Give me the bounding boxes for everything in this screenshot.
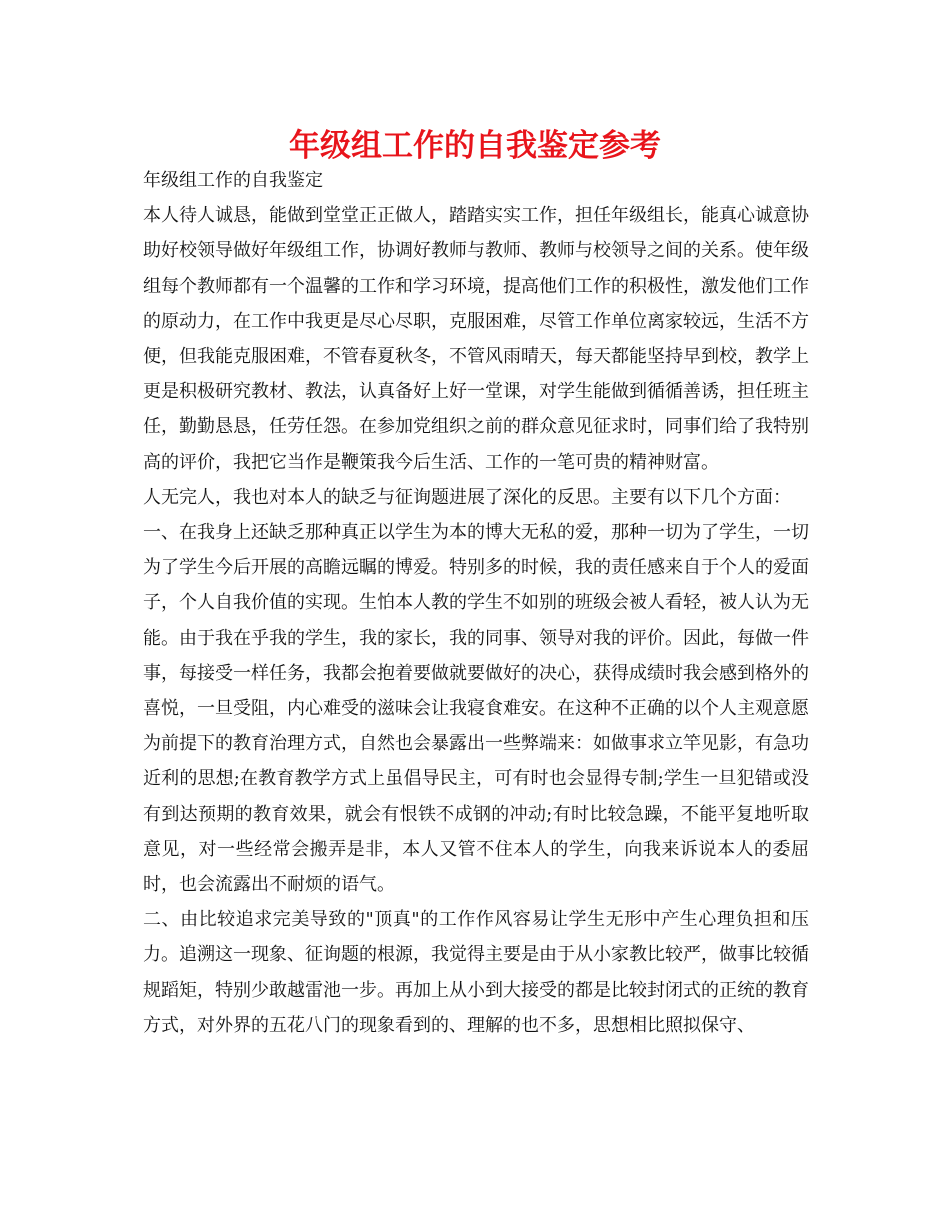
body-paragraph: 人无完人，我也对本人的缺乏与征询题进展了深化的反思。主要有以下几个方面： xyxy=(143,486,791,508)
document-body xyxy=(143,163,809,1043)
body-paragraph: 本人待人诚恳，能做到堂堂正正做人，踏踏实实工作，担任年级组长，能真心诚意协助好校领导做好年级组工作，协调好教师与教师、教师与校领导之间的关系。使年级组每个教师都有一个温馨的工作和学习环境，提高他们工作的积极性，激发他们工作的原动力，在工作中我更是尽心尽职，克服困难，尽管工作单位离家较远，生活不方便，但我能克服困难，不管春夏秋冬，不管风雨晴天，每天都能坚持早到校，教学上更是积极研究教材、教法，认真备好上好一堂课，对学生能做到循循善诱，担任班主任，勤勤恳恳，任劳任怨。在参加党组织之前的群众意见征求时，同事们给了我特别高的评价，我把它当作是鞭策我今后生活、工作的一笔可贵的精神财富。 xyxy=(143,205,809,473)
subtitle-paragraph: 年级组工作的自我鉴定 xyxy=(143,170,323,191)
body-paragraph: 一、在我身上还缺乏那种真正以学生为本的博大无私的爱，那种一切为了学生，一切为了学生今后开展的高瞻远瞩的博爱。特别多的时候，我的责任感来自于个人的爱面子，个人自我价值的实现。生怕本人教的学生不如别的班级会被人看轻，被人认为无能。由于我在乎我的学生，我的家长，我的同事、领导对我的评价。因此，每做一件事，每接受一样任务，我都会抱着要做就要做好的决心，获得成绩时我会感到格外的喜悦，一旦受阻，内心难受的滋味会让我寝食难安。在这种不正确的以个人主观意愿为前提下的教育治理方式，自然也会暴露出一些弊端来：如做事求立竿见影，有急功近利的思想;在教育教学方式上虽倡导民主，可有时也会显得专制;学生一旦犯错或没有到达预期的教育效果，就会有恨铁不成钢的冲动;有时比较急躁，不能平复地听取意见，对一些经常会搬弄是非，本人又管不住本人的学生，向我来诉说本人的委屈时，也会流露出不耐烦的语气。 xyxy=(143,522,809,896)
document-title: 年级组工作的自我鉴定参考 xyxy=(289,128,661,164)
body-paragraph: 二、由比较追求完美导致的"顶真"的工作作风容易让学生无形中产生心理负担和压力。追溯这一现象、征询题的根源，我觉得主要是由于从小家教比较严，做事比较循规蹈矩，特别少敢越雷池一步。再加上从小到大接受的都是比较封闭式的正统的教育方式，对外界的五花八门的现象看到的、理解的也不多，思想相比照拟保守、 xyxy=(143,909,809,1036)
